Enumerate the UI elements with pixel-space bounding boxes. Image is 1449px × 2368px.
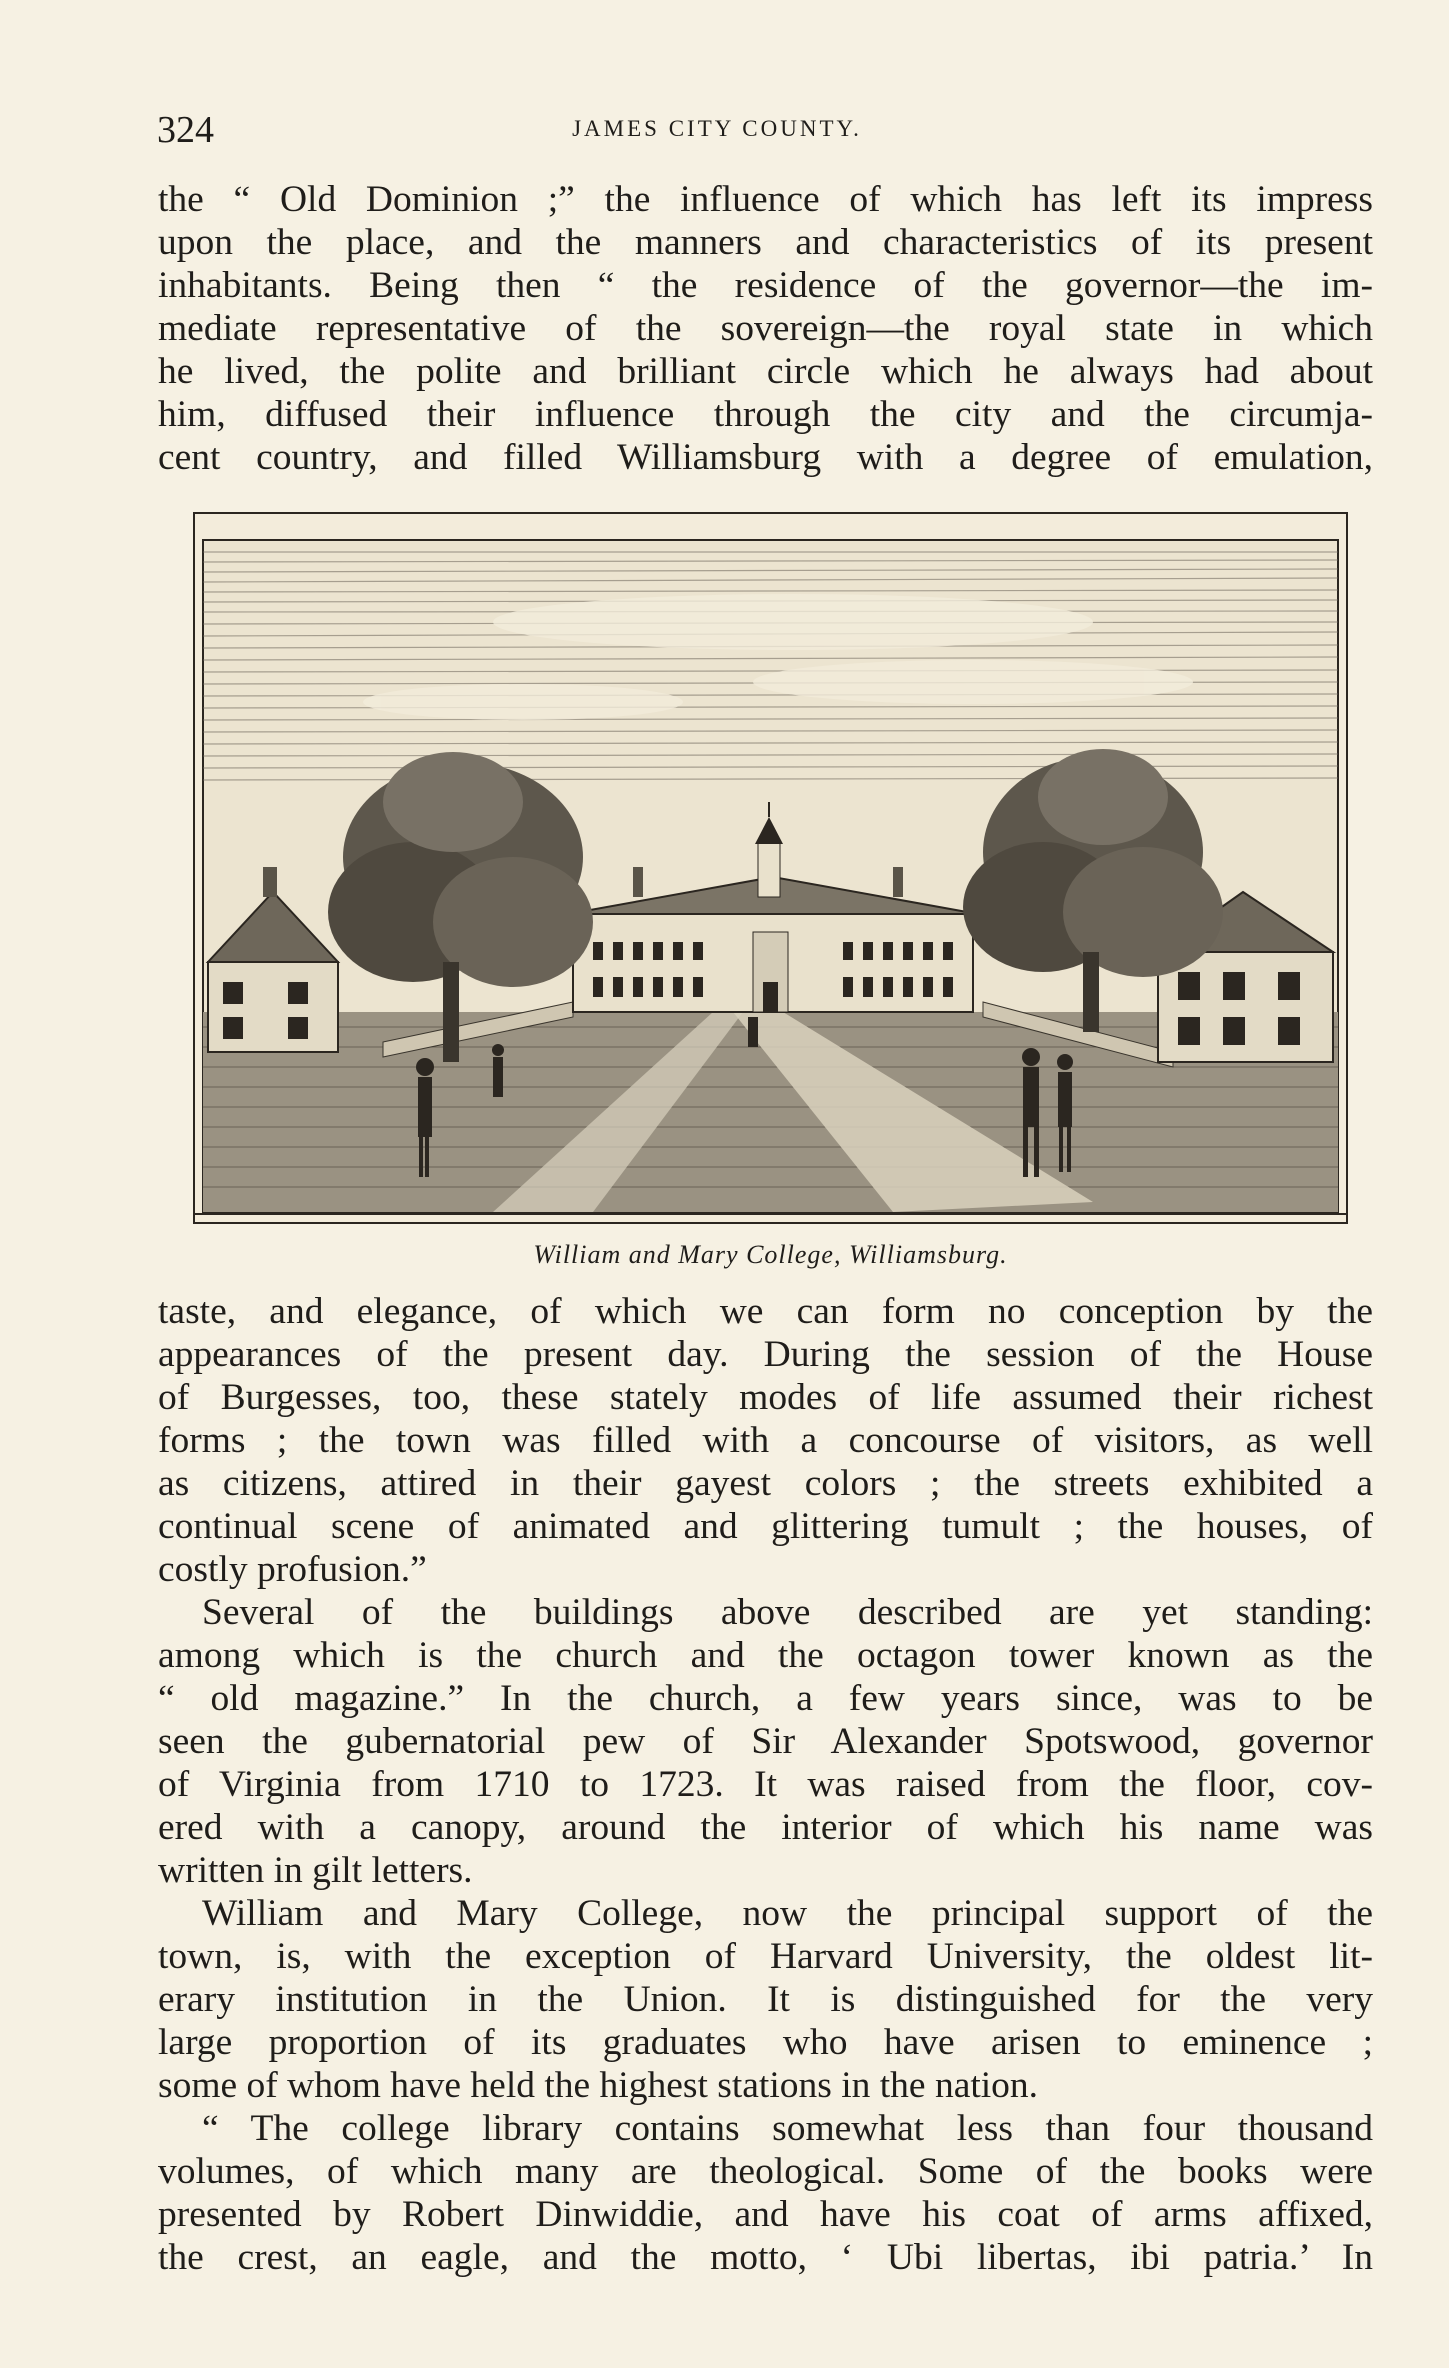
text-line: forms ; the town was filled with a concourse of visitors, as well — [158, 1420, 1373, 1461]
text-line: appearances of the present day. During the session of the House — [158, 1334, 1373, 1375]
text-line: some of whom have held the highest stations in the nation. — [158, 2065, 1039, 2106]
paragraph-3 — [158, 1591, 1373, 1892]
text-line: cent country, and filled Williamsburg with a degree of emulation, — [158, 437, 1373, 478]
text-line: of Burgesses, too, these stately modes of life assumed their richest — [158, 1377, 1373, 1418]
text-line: as citizens, attired in their gayest colors ; the streets exhibited a — [158, 1463, 1373, 1504]
text-line: among which is the church and the octagon tower known as the — [158, 1635, 1373, 1676]
page-number: 324 — [157, 109, 214, 151]
text-line: William and Mary College, now the principal support of the — [202, 1893, 1373, 1934]
illustration-caption: William and Mary College, Williamsburg. — [533, 1240, 1008, 1269]
paragraph-4 — [158, 1892, 1373, 2107]
paragraph-5 — [158, 2107, 1373, 2279]
text-line: presented by Robert Dinwiddie, and have his coat of arms affixed, — [158, 2194, 1373, 2235]
text-line: the “ Old Dominion ;” the influence of which has left its impress — [158, 179, 1373, 220]
text-line: he lived, the polite and brilliant circle which he always had about — [158, 351, 1373, 392]
text-line: costly profusion.” — [158, 1549, 427, 1590]
text-line: volumes, of which many are theological. Some of the books were — [158, 2151, 1373, 2192]
text-line: ered with a canopy, around the interior of which his name was — [158, 1807, 1373, 1848]
college-engraving — [193, 512, 1348, 1224]
text-line: erary institution in the Union. It is distinguished for the very — [158, 1979, 1373, 2020]
text-line: mediate representative of the sovereign—the royal state in which — [158, 308, 1373, 349]
paragraph-1 — [158, 178, 1373, 479]
text-line: inhabitants. Being then “ the residence of the governor—the im- — [158, 265, 1373, 306]
text-line: Several of the buildings above described are yet standing: — [202, 1592, 1373, 1633]
paragraph-2 — [158, 1290, 1373, 1591]
text-line: taste, and elegance, of which we can form no conception by the — [158, 1291, 1373, 1332]
text-line: of Virginia from 1710 to 1723. It was raised from the floor, cov- — [158, 1764, 1373, 1805]
text-line: large proportion of its graduates who have arisen to eminence ; — [158, 2022, 1373, 2063]
text-line: him, diffused their influence through the city and the circumja- — [158, 394, 1373, 435]
text-line: upon the place, and the manners and characteristics of its present — [158, 222, 1373, 263]
text-line: seen the gubernatorial pew of Sir Alexander Spotswood, governor — [158, 1721, 1373, 1762]
text-line: continual scene of animated and glittering tumult ; the houses, of — [158, 1506, 1373, 1547]
text-line: “ old magazine.” In the church, a few years since, was to be — [158, 1678, 1373, 1719]
text-line: the crest, an eagle, and the motto, ‘ Ubi libertas, ibi patria.’ In — [158, 2237, 1373, 2278]
text-line: town, is, with the exception of Harvard University, the oldest lit- — [158, 1936, 1373, 1977]
running-head: JAMES CITY COUNTY. — [572, 116, 862, 141]
page-header — [157, 108, 1397, 151]
text-line: written in gilt letters. — [158, 1850, 473, 1891]
text-line: “ The college library contains somewhat less than four thousand — [202, 2108, 1373, 2149]
